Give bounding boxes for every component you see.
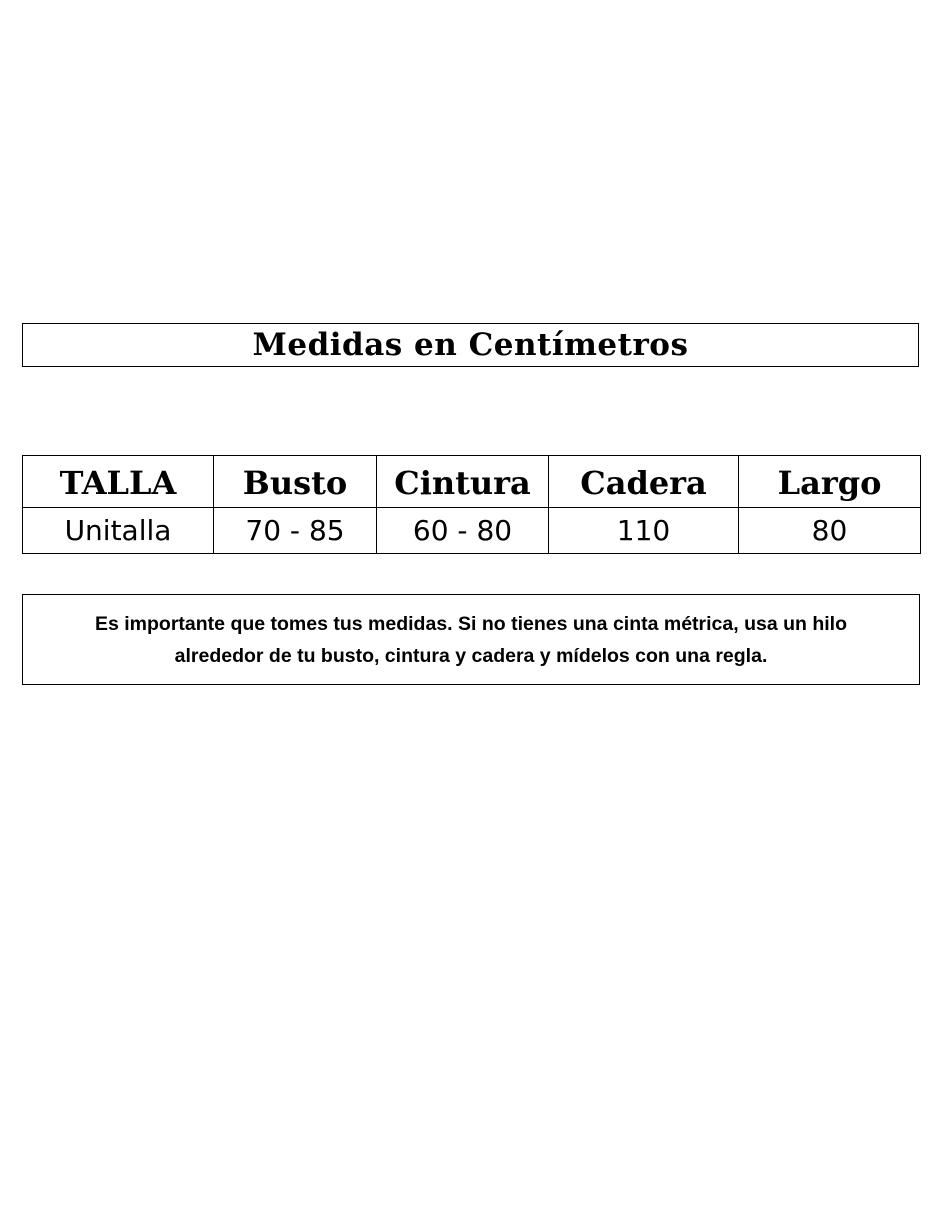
page-title: Medidas en Centímetros	[252, 327, 689, 363]
note-box	[22, 594, 920, 685]
header-busto: Busto	[214, 456, 377, 508]
cell-cadera: 110	[549, 508, 739, 554]
title-box	[22, 323, 919, 367]
table-row	[23, 508, 921, 554]
note-text	[95, 608, 847, 672]
header-largo: Largo	[739, 456, 921, 508]
note-line-1: Es importante que tomes tus medidas. Si no tienes una cinta métrica, usa un hilo	[95, 612, 847, 635]
table-header-row	[23, 456, 921, 508]
cell-talla: Unitalla	[23, 508, 214, 554]
cell-cintura: 60 - 80	[377, 508, 549, 554]
header-cadera: Cadera	[549, 456, 739, 508]
size-table	[22, 455, 921, 554]
cell-largo: 80	[739, 508, 921, 554]
note-line-2: alrededor de tu busto, cintura y cadera y mídelos con una regla.	[174, 644, 768, 667]
header-talla: TALLA	[23, 456, 214, 508]
cell-busto: 70 - 85	[214, 508, 377, 554]
header-cintura: Cintura	[377, 456, 549, 508]
